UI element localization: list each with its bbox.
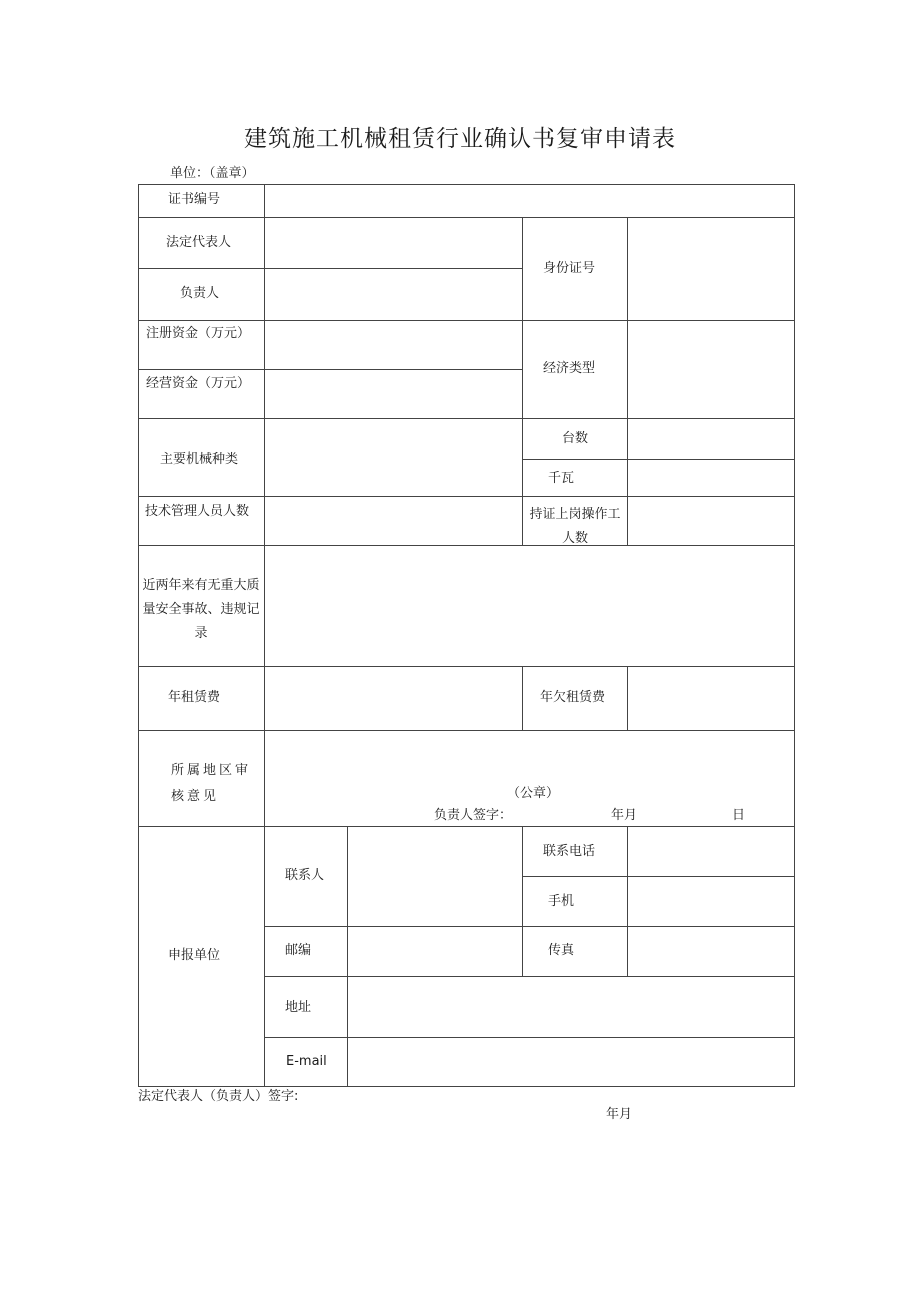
cert-no-label: 证书编号 bbox=[168, 192, 221, 207]
certified-ops-label: 持证上岗操作工人数 bbox=[529, 507, 621, 546]
review-year-month: 年月 bbox=[611, 808, 638, 823]
column-line bbox=[522, 666, 523, 730]
applicant-label: 申报单位 bbox=[168, 948, 221, 963]
econ-type-label: 经济类型 bbox=[543, 361, 596, 376]
postcode-field[interactable] bbox=[348, 927, 522, 976]
op-capital-field[interactable] bbox=[265, 370, 522, 418]
reg-capital-field[interactable] bbox=[265, 321, 522, 369]
table-border-bottom bbox=[138, 1086, 795, 1087]
responsible-label: 负责人 bbox=[180, 286, 220, 301]
column-line bbox=[522, 826, 523, 977]
units-field[interactable] bbox=[628, 419, 794, 459]
certified-ops-field[interactable] bbox=[628, 497, 794, 545]
econ-type-field[interactable] bbox=[628, 321, 794, 418]
address-field[interactable] bbox=[348, 977, 794, 1037]
fax-field[interactable] bbox=[628, 927, 794, 976]
id-no-label: 身份证号 bbox=[543, 261, 596, 276]
kw-field[interactable] bbox=[628, 460, 794, 496]
accident-record-field[interactable] bbox=[265, 546, 794, 666]
kw-label: 千瓦 bbox=[548, 471, 575, 486]
postcode-label: 邮编 bbox=[285, 943, 312, 958]
contact-field[interactable] bbox=[348, 827, 522, 926]
legal-rep-sign-label: 法定代表人（负责人）签字: bbox=[138, 1089, 299, 1104]
unit-seal-label: 单位：（盖章） bbox=[170, 166, 255, 181]
main-machinery-field[interactable] bbox=[265, 419, 522, 496]
contact-label: 联系人 bbox=[285, 868, 325, 883]
phone-label: 联系电话 bbox=[543, 844, 596, 859]
legal-rep-field[interactable] bbox=[265, 218, 522, 268]
annual-arrears-field[interactable] bbox=[628, 667, 794, 730]
footer-year-month: 年月 bbox=[606, 1107, 633, 1122]
address-label: 地址 bbox=[285, 1000, 312, 1015]
official-seal-text: （公章） bbox=[507, 786, 560, 801]
fax-label: 传真 bbox=[548, 943, 575, 958]
regional-review-field[interactable] bbox=[265, 731, 794, 781]
id-no-field[interactable] bbox=[628, 218, 794, 320]
mobile-field[interactable] bbox=[628, 877, 794, 926]
annual-rent-field[interactable] bbox=[265, 667, 522, 730]
column-line bbox=[522, 217, 523, 546]
tech-staff-label: 技术管理人员人数 bbox=[145, 504, 250, 519]
annual-arrears-label: 年欠租赁费 bbox=[540, 690, 606, 705]
phone-field[interactable] bbox=[628, 827, 794, 876]
review-day: 日 bbox=[732, 808, 746, 823]
tech-staff-field[interactable] bbox=[265, 497, 522, 545]
reg-capital-label: 注册资金（万元） bbox=[146, 326, 251, 341]
units-label: 台数 bbox=[562, 431, 589, 446]
legal-rep-label: 法定代表人 bbox=[166, 235, 232, 250]
responsible-sign-label: 负责人签字： bbox=[434, 808, 513, 823]
page-title: 建筑施工机械租赁行业确认书复审申请表 bbox=[244, 126, 676, 152]
responsible-field[interactable] bbox=[265, 269, 522, 320]
op-capital-label: 经营资金（万元） bbox=[146, 376, 251, 391]
cert-no-field[interactable] bbox=[265, 185, 794, 217]
mobile-label: 手机 bbox=[548, 894, 575, 909]
accident-record-label: 近两年来有无重大质量安全事故、违规记录 bbox=[142, 578, 260, 641]
main-machinery-label: 主要机械种类 bbox=[160, 452, 239, 467]
email-label: E-mail bbox=[286, 1054, 327, 1069]
email-field[interactable] bbox=[348, 1038, 794, 1086]
regional-review-label: 所属地区审核意见 bbox=[171, 763, 252, 804]
annual-rent-label: 年租赁费 bbox=[168, 690, 221, 705]
